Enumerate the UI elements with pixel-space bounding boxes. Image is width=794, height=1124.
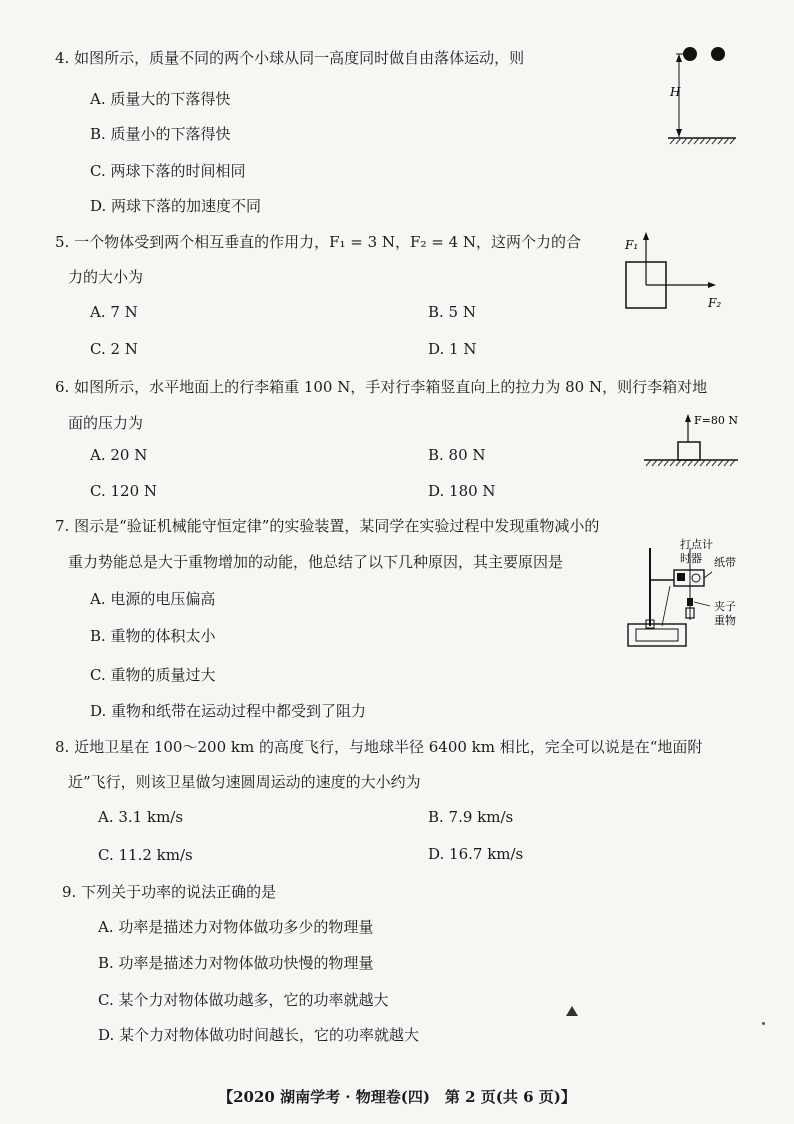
- question-7-option-a: A. 电源的电压偏高: [90, 590, 216, 608]
- question-6-option-a: A. 20 N: [90, 446, 148, 464]
- height-label: H: [670, 85, 681, 99]
- question-7-option-c: C. 重物的质量过大: [90, 666, 216, 684]
- apparatus-base: [628, 624, 686, 646]
- clip: [687, 598, 693, 606]
- question-8-option-b: B. 7.9 km/s: [428, 808, 514, 826]
- question-5-option-b: B. 5 N: [428, 303, 476, 321]
- question-5-option-a: A. 7 N: [90, 303, 138, 321]
- question-4-option-d: D. 两球下落的加速度不同: [90, 197, 262, 215]
- free-fall-figure: [660, 40, 740, 150]
- scan-speck: [762, 1022, 765, 1025]
- page-footer: 【2020 湖南学考 · 物理卷(四) 第 2 页(共 6 页)】: [218, 1088, 576, 1106]
- question-8-option-c: C. 11.2 km/s: [98, 846, 193, 864]
- question-4-option-a: A. 质量大的下落得快: [90, 90, 231, 108]
- energy-conservation-apparatus: [622, 530, 747, 655]
- question-6-stem-line-2: 面的压力为: [68, 414, 144, 432]
- triangle-mark: [566, 1006, 578, 1016]
- question-8-option-d: D. 16.7 km/s: [428, 845, 524, 863]
- force-f2-label: F₂: [708, 296, 722, 310]
- question-9-option-a: A. 功率是描述力对物体做功多少的物理量: [98, 918, 374, 936]
- question-7-stem-line-2: 重力势能总是大于重物增加的动能，他总结了以下几种原因，其主要原因是: [68, 553, 564, 571]
- question-9-stem: 9. 下列关于功率的说法正确的是: [62, 883, 277, 901]
- tape-label: 纸带: [714, 556, 736, 569]
- timer-label-line-2: 时器: [680, 552, 702, 565]
- question-8-stem-line-2: 近”飞行，则该卫星做匀速圆周运动的速度的大小约为: [68, 773, 421, 791]
- question-8-stem-line-1: 8. 近地卫星在 100～200 km 的高度飞行，与地球半径 6400 km 相比，完全可以说是在“地面附: [55, 738, 703, 756]
- question-6-option-b: B. 80 N: [428, 446, 486, 464]
- force-f1-label: F₁: [625, 238, 639, 252]
- question-9-option-b: B. 功率是描述力对物体做功快慢的物理量: [98, 954, 374, 972]
- question-5-option-d: D. 1 N: [428, 340, 477, 358]
- question-7-stem-line-1: 7. 图示是“验证机械能守恒定律”的实验装置，某同学在实验过程中发现重物减小的: [55, 517, 600, 535]
- question-6-stem-line-1: 6. 如图所示，水平地面上的行李箱重 100 N，手对行李箱竖直向上的拉力为 80 N，则行李箱对地: [55, 378, 708, 396]
- clip-label: 夹子: [714, 600, 736, 613]
- suitcase-box: [678, 442, 700, 460]
- question-5-stem-line-2: 力的大小为: [68, 268, 144, 286]
- question-6-option-c: C. 120 N: [90, 482, 158, 500]
- timer-label-line-1: 打点计: [680, 538, 713, 551]
- suitcase-figure: [642, 408, 742, 472]
- question-7-option-d: D. 重物和纸带在运动过程中都受到了阻力: [90, 702, 367, 720]
- question-4-stem: 4. 如图所示，质量不同的两个小球从同一高度同时做自由落体运动，则: [55, 49, 525, 67]
- question-7-option-b: B. 重物的体积太小: [90, 627, 216, 645]
- question-5-option-c: C. 2 N: [90, 340, 138, 358]
- ball-light: [711, 47, 725, 61]
- question-4-option-c: C. 两球下落的时间相同: [90, 162, 246, 180]
- question-9-option-c: C. 某个力对物体做功越多，它的功率就越大: [98, 991, 389, 1009]
- pull-force-label: F=80 N: [694, 414, 738, 427]
- question-9-option-d: D. 某个力对物体做功时间越长，它的功率就越大: [98, 1026, 420, 1044]
- weight-label: 重物: [714, 614, 736, 627]
- perpendicular-forces-figure: [620, 228, 730, 318]
- question-6-option-d: D. 180 N: [428, 482, 496, 500]
- question-5-stem-line-1: 5. 一个物体受到两个相互垂直的作用力，F₁ = 3 N，F₂ = 4 N，这两个力的合: [55, 233, 582, 251]
- question-4-option-b: B. 质量小的下落得快: [90, 125, 231, 143]
- ball-heavy: [683, 47, 697, 61]
- question-8-option-a: A. 3.1 km/s: [98, 808, 184, 826]
